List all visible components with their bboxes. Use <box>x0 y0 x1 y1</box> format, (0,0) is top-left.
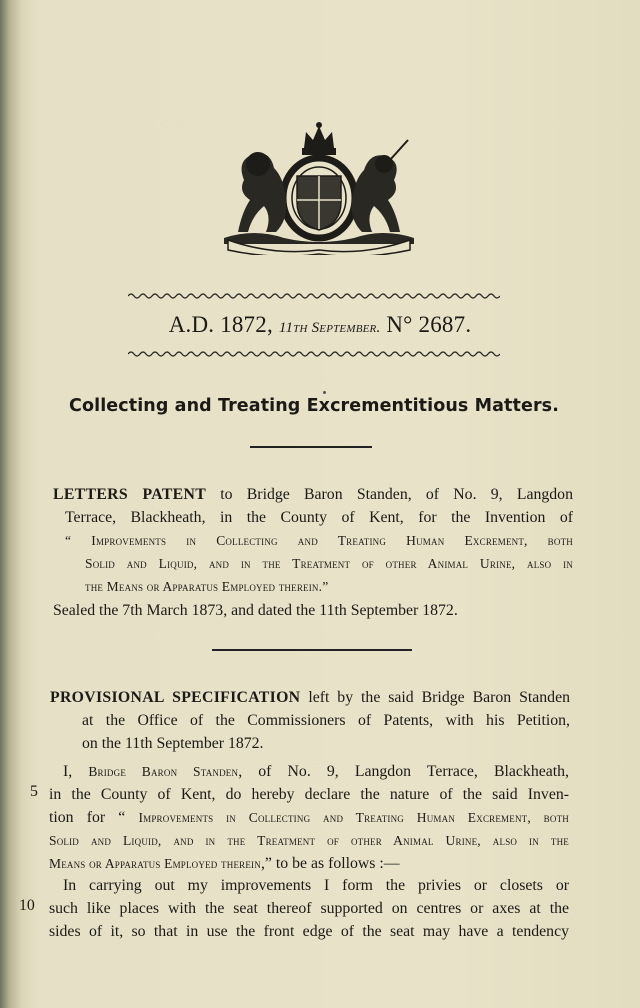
ornamental-wavy-rule-bottom <box>128 350 500 358</box>
provisional-specification-paragraph <box>50 686 570 755</box>
letters-patent-paragraph <box>53 483 573 598</box>
sealed-line: Sealed the 7th March 1873, and dated the 11th September 1872. <box>53 602 458 619</box>
body-line-3: sides of it, so that in use the front edge of the seat may have a tendency <box>49 923 569 940</box>
sealed-paragraph <box>53 599 573 622</box>
provisional-heading: PROVISIONAL SPECIFICATION <box>50 689 301 706</box>
declaration-line-1-b: , of No. 9, Langdon Terrace, Blackheath, <box>238 763 569 780</box>
inventor-name: Bridge Baron Standen <box>88 764 239 779</box>
line-number-10: 10 <box>19 897 35 914</box>
declaration-line-3-title: Improvements in Collecting and Treating Human Excrement, both <box>138 810 569 825</box>
declaration-line-3-a: tion for “ <box>49 809 139 826</box>
provisional-line-1 <box>50 686 570 709</box>
provisional-line-2: at the Office of the Commissioners of Patents, with his Petition, <box>82 712 570 729</box>
patent-date: 11th September. <box>278 320 381 336</box>
declaration-line-1 <box>49 760 569 783</box>
document-title: Collecting and Treating Excrementitious Matters. <box>69 396 559 416</box>
body-paragraph <box>49 874 569 943</box>
title-rule <box>250 446 372 448</box>
letters-patent-line-1 <box>53 483 573 506</box>
body-line-1: In carrying out my improvements I form the privies or closets or <box>63 877 569 894</box>
provisional-line-1-text: left by the said Bridge Baron Standen <box>300 689 570 706</box>
body-line-2: such like places with the seat thereof supported on centres or axes at the <box>49 900 569 917</box>
section-rule <box>212 649 412 651</box>
letters-patent-line-3: “ Improvements in Collecting and Treating Human Excrement, both <box>65 533 573 548</box>
line-number-5: 5 <box>30 783 38 800</box>
declaration-line-5-title: Means or Apparatus Employed therein <box>49 856 261 871</box>
letters-patent-heading: LETTERS PATENT <box>53 486 207 503</box>
declaration-paragraph <box>49 760 569 875</box>
declaration-line-3 <box>49 806 569 829</box>
declaration-line-5 <box>49 852 569 875</box>
declaration-line-1-a: I, <box>63 763 89 780</box>
ornamental-wavy-rule-top <box>128 292 500 300</box>
declaration-line-4: Solid and Liquid, and in the Treatment of other Animal Urine, also in the <box>49 833 569 848</box>
year-text: A.D. 1872, <box>168 312 273 337</box>
ink-speck <box>323 391 326 394</box>
letters-patent-line-4: Solid and Liquid, and in the Treatment of other Animal Urine, also in <box>85 556 573 571</box>
letters-patent-line-2: Terrace, Blackheath, in the County of Kent, for the Invention of <box>65 509 573 526</box>
provisional-line-3: on the 11th September 1872. <box>82 735 264 752</box>
letters-patent-line-5: the Means or Apparatus Employed therein.” <box>85 579 329 594</box>
royal-coat-of-arms-emblem <box>214 120 424 255</box>
declaration-line-5-b: ,” to be as follows :— <box>260 855 400 872</box>
letters-patent-line-1-text: to Bridge Baron Standen, of No. 9, Langdon <box>206 486 573 503</box>
patent-number: N° 2687. <box>386 312 472 337</box>
patent-header <box>0 312 640 338</box>
declaration-line-2: in the County of Kent, do hereby declare the nature of the said Inven- <box>49 786 569 803</box>
